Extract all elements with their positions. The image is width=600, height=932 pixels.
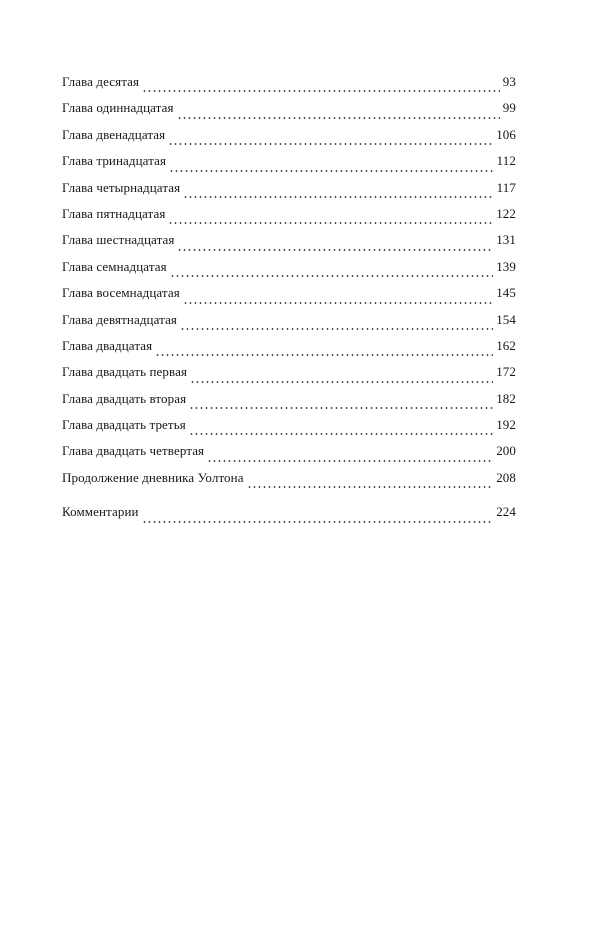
toc-entry-title: Глава десятая — [62, 74, 140, 89]
toc-entry-title: Глава двадцать первая — [62, 364, 188, 380]
toc-entry-title: Продолжение дневника Уолтона — [62, 469, 244, 485]
toc-entry-page: 106 — [496, 126, 516, 142]
toc-entry-page: 145 — [496, 285, 516, 301]
dot-leader — [155, 354, 493, 356]
toc-entry-title: Глава восемнадцатая — [62, 285, 180, 301]
dot-leader — [170, 275, 493, 277]
toc-entry — [62, 338, 516, 364]
toc-entry — [62, 417, 516, 443]
toc-entry — [62, 232, 516, 258]
toc-entry-page: 208 — [496, 469, 516, 485]
toc-entry-page: 154 — [496, 311, 516, 327]
toc-entry-title: Глава одиннадцатая — [62, 100, 174, 116]
toc-entry-page: 182 — [496, 390, 516, 406]
toc-entry-page: 122 — [496, 205, 516, 221]
dot-leader — [177, 249, 493, 251]
dot-leader — [177, 117, 500, 119]
dot-leader — [169, 170, 494, 172]
toc-entry — [62, 74, 516, 100]
toc-entry-title: Глава шестнадцатая — [62, 232, 175, 248]
toc-entry — [62, 127, 516, 153]
toc-entry-page: 172 — [496, 364, 516, 380]
dot-leader — [142, 521, 494, 523]
dot-leader — [168, 222, 493, 224]
toc-entry — [62, 180, 516, 206]
toc-entry — [62, 100, 516, 126]
dot-leader — [189, 433, 493, 435]
toc-entry-title: Глава четырнадцатая — [62, 179, 181, 195]
toc-entry-page: 200 — [496, 443, 516, 459]
toc-entry-title: Глава тринадцатая — [62, 153, 167, 169]
toc-entry — [62, 206, 516, 232]
toc-entry-title: Глава двадцать третья — [62, 417, 186, 433]
toc-entry — [62, 259, 516, 285]
toc-entry — [62, 470, 516, 496]
dot-leader — [183, 302, 493, 304]
toc-entry-page: 162 — [496, 337, 516, 353]
toc-entry-title: Глава двадцать вторая — [62, 390, 187, 406]
toc-entry-title: Глава пятнадцатая — [62, 205, 166, 221]
dot-leader — [189, 407, 493, 409]
toc-entry-page: 93 — [502, 74, 516, 89]
table-of-contents — [62, 74, 516, 531]
toc-entry-page: 192 — [496, 417, 516, 433]
toc-entry — [62, 153, 516, 179]
dot-leader — [142, 90, 500, 92]
toc-entry-title: Комментарии — [62, 504, 139, 520]
toc-entry-title: Глава двадцатая — [62, 337, 153, 353]
toc-entry-page: 112 — [496, 153, 516, 169]
toc-entry — [62, 364, 516, 390]
toc-entry-page: 99 — [502, 100, 516, 116]
toc-entry-page: 139 — [496, 258, 516, 274]
toc-entry — [62, 391, 516, 417]
toc-entry — [62, 312, 516, 338]
toc-entry-title: Глава двадцать четвертая — [62, 443, 205, 459]
dot-leader — [190, 381, 493, 383]
dot-leader — [183, 196, 493, 198]
toc-entry — [62, 443, 516, 469]
toc-entry — [62, 285, 516, 311]
dot-leader — [247, 486, 494, 488]
dot-leader — [180, 328, 493, 330]
toc-entry-title: Глава семнадцатая — [62, 258, 167, 274]
toc-entry-page: 131 — [496, 232, 516, 248]
toc-entry-page: 117 — [496, 179, 516, 195]
toc-entry — [62, 504, 516, 530]
dot-leader — [207, 460, 493, 462]
toc-entry-title: Глава двенадцатая — [62, 126, 166, 142]
toc-entry-title: Глава девятнадцатая — [62, 311, 178, 327]
toc-entry-page: 224 — [496, 504, 516, 520]
dot-leader — [168, 143, 493, 145]
